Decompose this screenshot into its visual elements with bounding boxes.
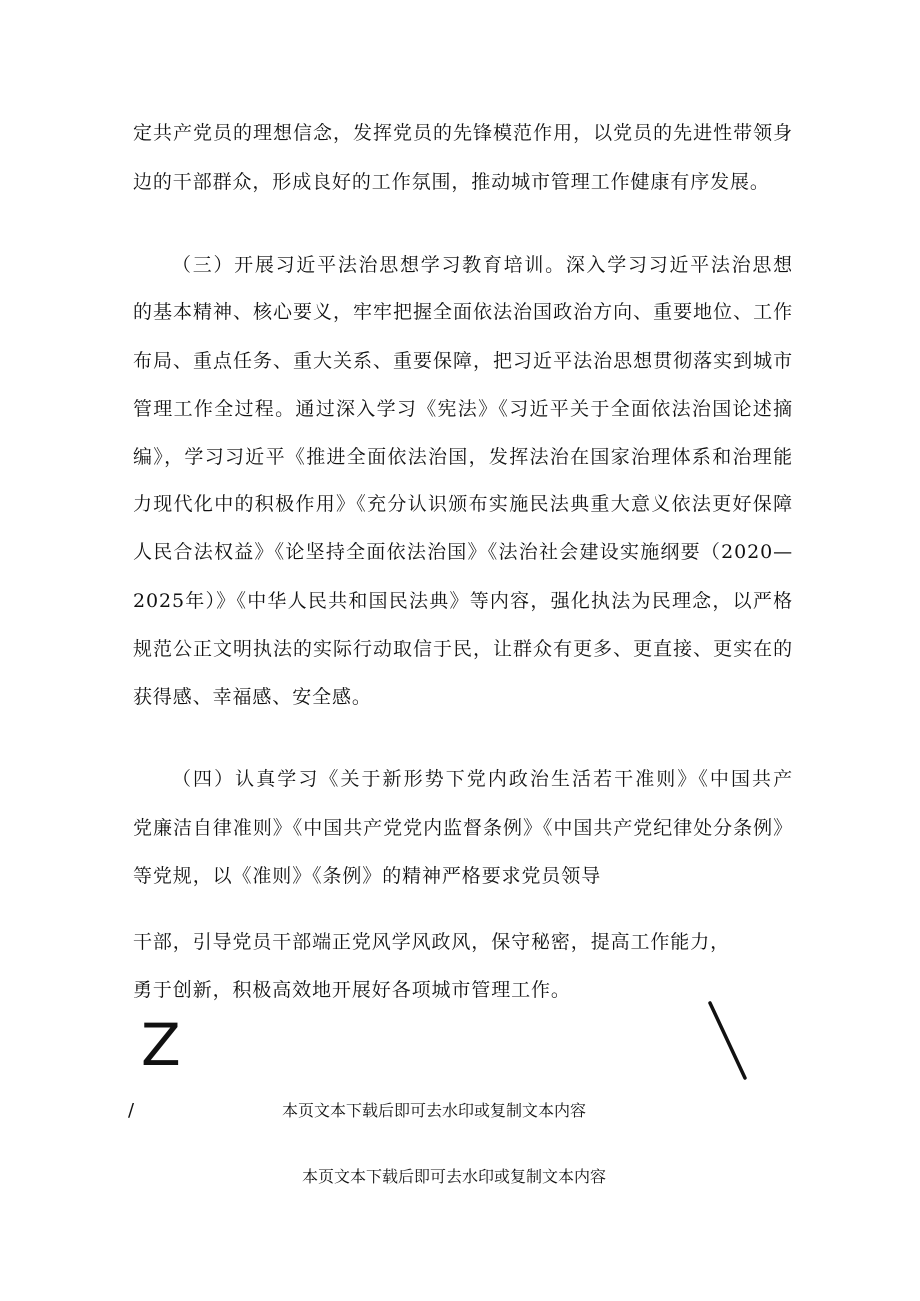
- paragraph-3-line-1: （四）认真学习《关于新形势下党内政治生活若干准则》《中国共产: [172, 768, 793, 790]
- paragraph-2-line-6: 力现代化中的积极作用》《充分认识颁布实施民法典重大意义依法更好保障: [133, 493, 793, 515]
- watermark-note-2: 本页文本下载后即可去水印或复制文本内容: [302, 1167, 607, 1186]
- slash-mark: /: [128, 1100, 135, 1121]
- z-mark: Z: [141, 1011, 181, 1079]
- paragraph-2-line-9: 规范公正文明执法的实际行动取信于民，让群众有更多、更直接、更实在的: [133, 638, 793, 660]
- paragraph-2-line-1: （三）开展习近平法治思想学习教育培训。深入学习习近平法治思想: [172, 254, 793, 276]
- paragraph-2-line-3: 布局、重点任务、重大关系、重要保障，把习近平法治思想贯彻落实到城市: [133, 350, 793, 372]
- paragraph-1-line-1: 定共产党员的理想信念，发挥党员的先锋模范作用，以党员的先进性带领身: [133, 122, 793, 144]
- diagonal-line-mark: [700, 998, 760, 1088]
- paragraph-3-line-2: 党廉洁自律准则》《中国共产党党内监督条例》《中国共产党纪律处分条例》: [133, 817, 793, 839]
- paragraph-2-line-10: 获得感、幸福感、安全感。: [133, 686, 372, 708]
- paragraph-4-line-1: 干部，引导党员干部端正党风学风政风，保守秘密，提高工作能力，: [133, 931, 731, 953]
- watermark-note-1: 本页文本下载后即可去水印或复制文本内容: [282, 1101, 587, 1120]
- paragraph-2-line-8: 2025年）》《中华人民共和国民法典》等内容，强化执法为民理念，以严格: [133, 590, 793, 612]
- paragraph-2-line-5: 编》，学习习近平《推进全面依法治国，发挥法治在国家治理体系和治理能: [133, 446, 793, 468]
- paragraph-2-line-2: 的基本精神、核心要义，牢牢把握全面依法治国政治方向、重要地位、工作: [133, 301, 793, 323]
- paragraph-3-line-3: 等党规，以《准则》《条例》的精神严格要求党员领导: [133, 865, 602, 887]
- paragraph-4-line-2: 勇于创新，积极高效地开展好各项城市管理工作。: [133, 979, 571, 1001]
- paragraph-2-line-4: 管理工作全过程。通过深入学习《宪法》《习近平关于全面依法治国论述摘: [133, 398, 793, 420]
- paragraph-1-line-2: 边的干部群众，形成良好的工作氛围，推动城市管理工作健康有序发展。: [133, 171, 770, 193]
- paragraph-2-line-7: 人民合法权益》《论坚持全面依法治国》《法治社会建设实施纲要（2020—: [133, 541, 793, 563]
